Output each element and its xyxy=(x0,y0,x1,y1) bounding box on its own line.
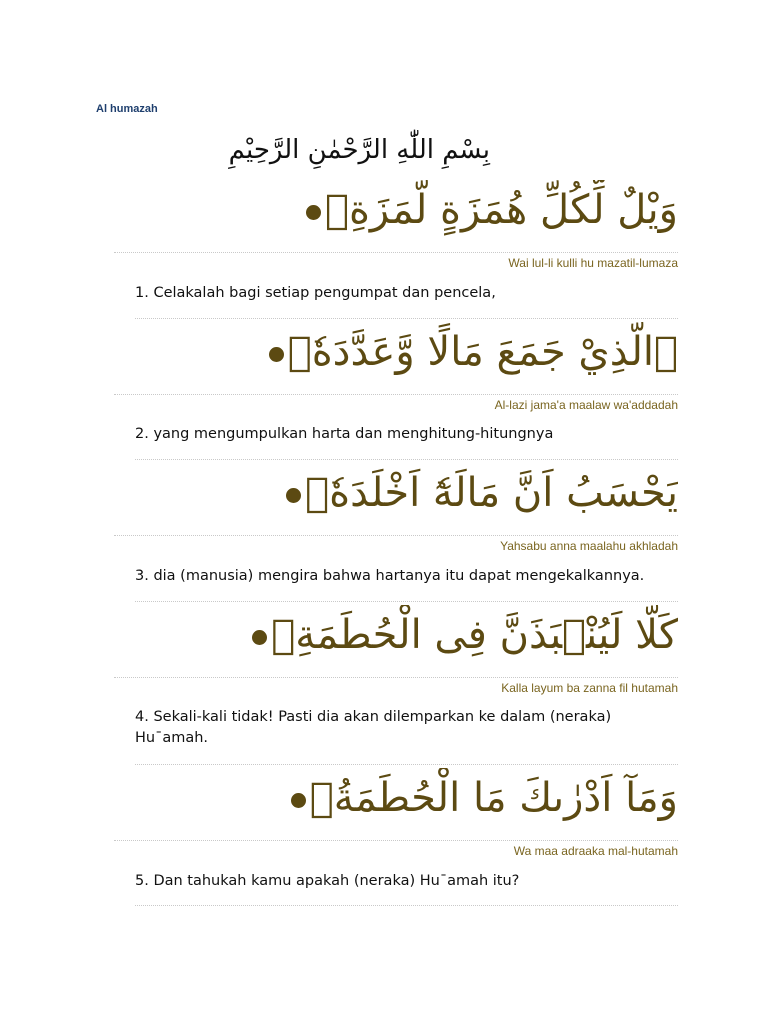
verse-end-dot-icon xyxy=(286,488,301,503)
transliteration: Wa maa adraaka mal-hutamah xyxy=(513,844,678,858)
transliteration: Wai lul-li kulli hu mazatil-lumaza xyxy=(508,256,678,270)
divider xyxy=(114,252,678,253)
divider xyxy=(135,601,678,602)
divider xyxy=(135,905,678,906)
verse-end-dot-icon xyxy=(291,793,306,808)
verse-end-dot-icon xyxy=(269,347,284,362)
verse-1 xyxy=(114,180,678,270)
transliteration: Kalla layum ba zanna fil hutamah xyxy=(501,681,678,695)
basmala-text: بِسْمِ اللّٰهِ الرَّحْمٰنِ الرَّحِيْمِ xyxy=(228,135,490,165)
arabic-verse: يَحْسَبُ اَنَّ مَالَهٗٓ اَخْلَدَهٗۚ xyxy=(114,463,678,523)
verse-end-dot-icon xyxy=(252,630,267,645)
transliteration: Yahsabu anna maalahu akhladah xyxy=(500,539,678,553)
verse-5 xyxy=(114,768,678,858)
arabic-verse: وَمَآ اَدْرٰىكَ مَا الْحُطَمَةُۗ xyxy=(114,768,678,828)
translation-2: 2. yang mengumpulkan harta dan menghitung-hitungnya xyxy=(135,426,554,442)
transliteration: Al-lazi jama'a maalaw wa'addadah xyxy=(494,398,678,412)
divider xyxy=(114,840,678,841)
translation-4: 4. Sekali-kali tidak! Pasti dia akan dilemparkan ke dalam (neraka) Hu¯amah. xyxy=(135,709,612,746)
translation-5: 5. Dan tahukah kamu apakah (neraka) Hu¯amah itu? xyxy=(135,873,520,889)
arabic-verse: وَيْلٌ لِّكُلِّ هُمَزَةٍ لُّمَزَةِۙ xyxy=(114,180,678,240)
verse-4 xyxy=(114,605,678,695)
divider xyxy=(135,764,678,765)
translation-3: 3. dia (manusia) mengira bahwa hartanya itu dapat mengekalkannya. xyxy=(135,568,645,584)
page-title: Al humazah xyxy=(96,103,158,115)
verse-3 xyxy=(114,463,678,553)
divider xyxy=(114,394,678,395)
divider xyxy=(135,318,678,319)
verse-2 xyxy=(114,322,678,412)
arabic-verse: ۨالَّذِيْ جَمَعَ مَالًا وَّعَدَّدَهٗۙ xyxy=(114,322,678,382)
arabic-verse: كَلَّا لَيُنْۢبَذَنَّ فِى الْحُطَمَةِۖ xyxy=(114,605,678,665)
divider xyxy=(114,535,678,536)
verse-end-dot-icon xyxy=(306,205,321,220)
divider xyxy=(114,677,678,678)
divider xyxy=(135,459,678,460)
translation-1: 1. Celakalah bagi setiap pengumpat dan pencela, xyxy=(135,285,496,301)
